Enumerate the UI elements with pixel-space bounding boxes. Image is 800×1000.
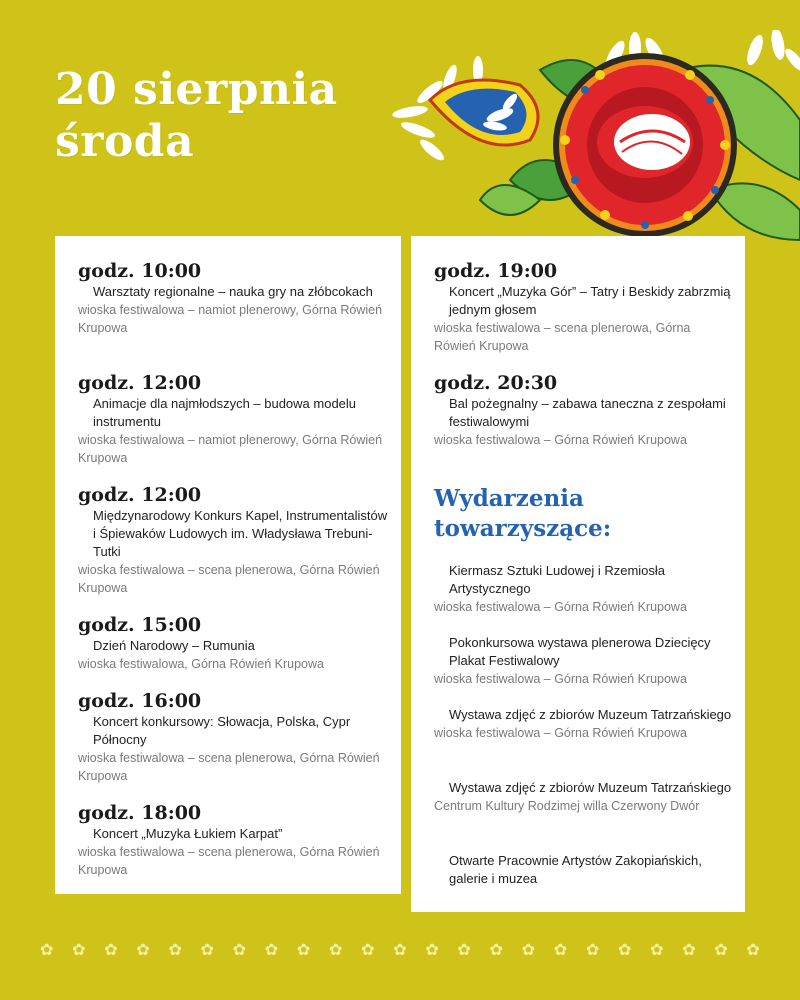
schedule-item	[78, 614, 391, 673]
flower-icon: ✿	[553, 942, 568, 959]
date-heading: 20 sierpnia	[55, 64, 338, 115]
event-time: godz. 12:00	[78, 484, 202, 506]
side-events-title	[434, 484, 611, 544]
event-place: wioska festiwalowa – Górna Rówień Krupowa	[434, 433, 687, 447]
event-time: godz. 18:00	[78, 802, 202, 824]
event-time: godz. 15:00	[78, 614, 202, 636]
flower-icon: ✿	[232, 942, 247, 959]
event-place: wioska festiwalowa – scena plenerowa, Górna Rówień Krupowa	[78, 845, 380, 877]
flower-icon: ✿	[682, 942, 696, 959]
event-name: Dzień Narodowy – Rumunia	[93, 638, 255, 653]
flower-icon: ✿	[104, 942, 118, 959]
flower-icon: ✿	[585, 942, 600, 959]
day-heading: środa	[55, 116, 195, 167]
flower-icon: ✿	[361, 942, 375, 959]
flower-icon: ✿	[136, 942, 150, 959]
flower-icon: ✿	[40, 942, 54, 959]
flower-icon: ✿	[425, 942, 439, 959]
event-name: Animacje dla najmłodszych – budowa modelu instrumentu	[93, 396, 357, 429]
schedule-card-left	[55, 236, 401, 894]
flower-icon: ✿	[714, 942, 728, 959]
event-name: Koncert konkursowy: Słowacja, Polska, Cypr Północny	[93, 714, 351, 747]
page-title	[55, 64, 338, 168]
event-time: godz. 10:00	[78, 260, 202, 282]
blue-bud-icon	[430, 80, 538, 145]
side-event-name: Wystawa zdjęć z zbiorów Muzeum Tatrzańskiego	[449, 707, 732, 722]
schedule-item	[434, 372, 735, 449]
schedule-item	[78, 802, 391, 879]
side-event-name: Wystawa zdjęć z zbiorów Muzeum Tatrzańskiego	[449, 780, 732, 795]
event-place: wioska festiwalowa – scena plenerowa, Górna Rówień Krupowa	[78, 751, 380, 783]
event-name: Warsztaty regionalne – nauka gry na złóbcokach	[93, 284, 373, 299]
side-events-title-line2: towarzyszące:	[434, 515, 612, 542]
event-time: godz. 20:30	[434, 372, 558, 394]
side-event-item	[434, 634, 735, 688]
schedule-item	[78, 690, 391, 785]
flower-icon: ✿	[264, 942, 279, 959]
event-place: wioska festiwalowa – scena plenerowa, Górna Rówień Krupowa	[78, 563, 380, 595]
event-name: Koncert „Muzyka Gór” – Tatry i Beskidy zabrzmią jednym głosem	[449, 284, 731, 317]
flower-icon: ✿	[393, 942, 407, 959]
side-event-place: wioska festiwalowa – Górna Rówień Krupowa	[434, 726, 687, 740]
flower-icon: ✿	[617, 942, 632, 959]
schedule-item	[78, 484, 391, 597]
side-event-item	[434, 852, 735, 888]
side-event-item	[434, 779, 735, 815]
red-flower-icon	[553, 53, 737, 237]
flower-icon: ✿	[746, 942, 760, 959]
event-time: godz. 16:00	[78, 690, 202, 712]
side-event-place: wioska festiwalowa – Górna Rówień Krupowa	[434, 672, 687, 686]
event-place: wioska festiwalowa – namiot plenerowy, Górna Rówień Krupowa	[78, 303, 383, 335]
side-event-place: wioska festiwalowa – Górna Rówień Krupowa	[434, 600, 687, 614]
side-event-item	[434, 562, 735, 616]
event-name: Bal pożegnalny – zabawa taneczna z zespołami festiwalowymi	[449, 396, 726, 429]
side-event-item	[434, 706, 735, 742]
side-event-name: Otwarte Pracownie Artystów Zakopiańskich, galerie i muzea	[449, 853, 702, 886]
flower-icon: ✿	[521, 942, 536, 959]
event-name: Koncert „Muzyka Łukiem Karpat”	[93, 826, 283, 841]
flower-icon: ✿	[72, 942, 86, 959]
side-events-title-line1: Wydarzenia	[434, 485, 584, 512]
flower-icon: ✿	[168, 942, 182, 959]
flower-icon: ✿	[650, 942, 664, 959]
footer-ornament-row	[40, 940, 760, 962]
flower-icon: ✿	[489, 942, 503, 959]
schedule-item	[434, 260, 735, 355]
flower-icon: ✿	[296, 942, 311, 959]
schedule-item	[78, 372, 391, 467]
event-time: godz. 12:00	[78, 372, 202, 394]
event-place: wioska festiwalowa, Górna Rówień Krupowa	[78, 657, 324, 671]
schedule-card-right	[411, 236, 745, 912]
event-place: wioska festiwalowa – scena plenerowa, Górna Rówień Krupowa	[434, 321, 691, 353]
flower-icon: ✿	[457, 942, 471, 959]
event-name: Międzynarodowy Konkurs Kapel, Instrumentalistów i Śpiewaków Ludowych im. Władysława Trebuni-Tutki	[93, 508, 388, 559]
flower-icon: ✿	[328, 942, 343, 959]
side-event-name: Kiermasz Sztuki Ludowej i Rzemiosła Artystycznego	[449, 563, 666, 596]
side-event-place: Centrum Kultury Rodzimej willa Czerwony Dwór	[434, 799, 700, 813]
folk-flower-ornament	[390, 30, 800, 250]
event-time: godz. 19:00	[434, 260, 558, 282]
side-event-name: Pokonkursowa wystawa plenerowa Dziecięcy Plakat Festiwalowy	[449, 635, 711, 668]
event-place: wioska festiwalowa – namiot plenerowy, Górna Rówień Krupowa	[78, 433, 383, 465]
flower-icon: ✿	[200, 942, 214, 959]
schedule-item	[78, 260, 391, 337]
